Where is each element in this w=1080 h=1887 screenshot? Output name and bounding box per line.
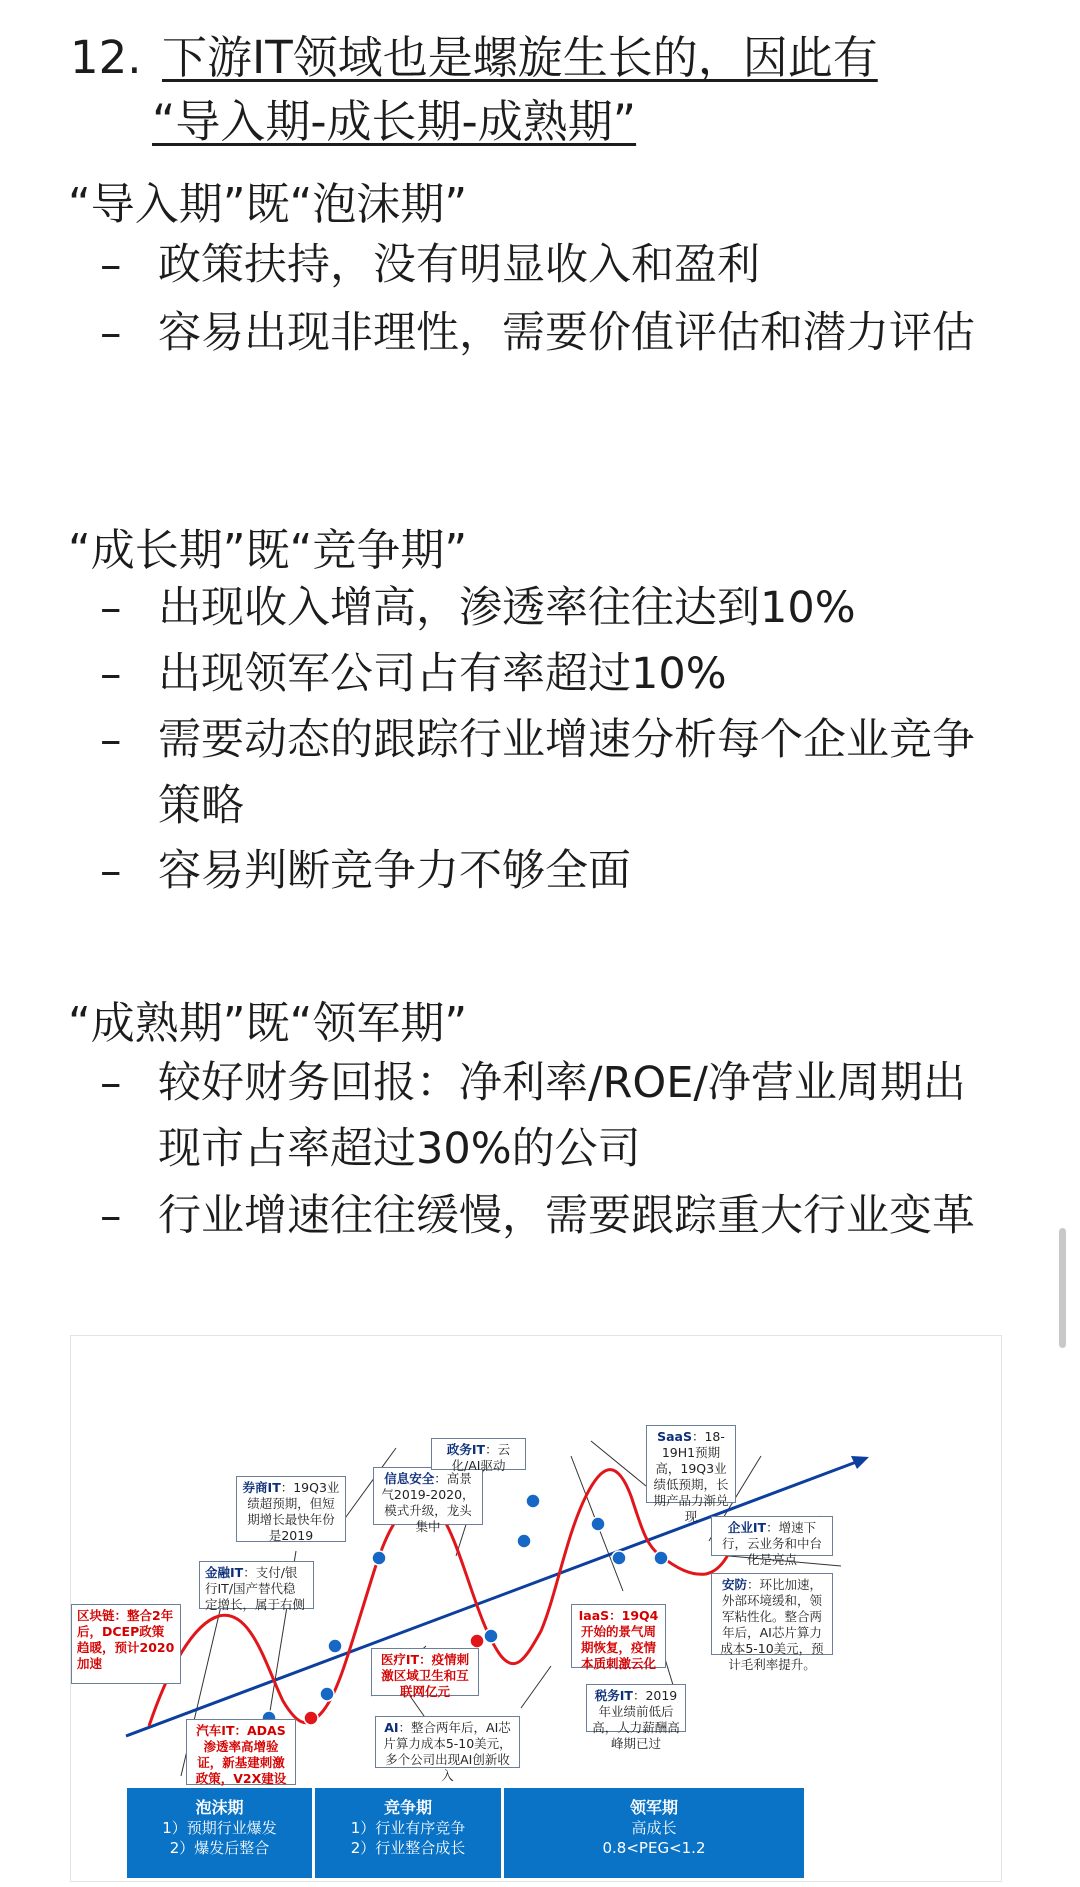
- list-item-text: 需要动态的跟踪行业增速分析每个企业竞争策略: [158, 715, 975, 831]
- phase-line: 0.8<PEG<1.2: [602, 1839, 706, 1857]
- callout-title: 券商IT: [242, 1480, 281, 1495]
- phase-leader: [504, 1788, 804, 1878]
- callout-title: 政务IT: [446, 1442, 486, 1457]
- it-cycle-diagram: [70, 1335, 1002, 1882]
- list-item-text: 出现收入增高，渗透率往往达到10%: [158, 583, 856, 633]
- phase-bubble: [127, 1788, 312, 1878]
- bullet-dash: –: [100, 1191, 122, 1241]
- callout-auto-it: 汽车IT：ADAS渗透率高增验证，新基建刺激政策，V2X建设: [186, 1719, 296, 1785]
- list-item-text: 容易判断竞争力不够全面: [158, 846, 631, 896]
- callout-gov-it: [431, 1438, 526, 1473]
- callout-body: ：整合两年后，AI芯片算力成本5-10美元，多个公司出现AI创新收入: [383, 1720, 512, 1783]
- data-point: [517, 1534, 531, 1548]
- data-point: [372, 1551, 386, 1565]
- phase-line: 2）爆发后整合: [169, 1839, 270, 1857]
- callout-body: ：高景气2019-2020，模式升级，龙头集中: [381, 1471, 475, 1534]
- phase-line: 高成长: [631, 1819, 677, 1837]
- callout-title: SaaS: [657, 1429, 692, 1444]
- callout-ai: [375, 1716, 520, 1783]
- callout-body: ：2019年业绩前低后高，人力薪酬高峰期已过: [592, 1688, 680, 1751]
- phase-title: 竞争期: [383, 1798, 432, 1817]
- callout-body: ：18-19H1预期高，19Q3业绩低预期，长期产品力渐兑现: [653, 1429, 729, 1524]
- list-item-text: 政策扶持，没有明显收入和盈利: [158, 240, 760, 290]
- phase-title: 泡沫期: [195, 1798, 244, 1817]
- callout-saas: [646, 1425, 736, 1524]
- section-title-intro: “导入期”既“泡沫期”: [68, 179, 468, 230]
- data-point: [470, 1634, 484, 1648]
- data-point: [526, 1494, 540, 1508]
- phase-line: 1）行业有序竞争: [350, 1819, 466, 1837]
- phase-line: 2）行业整合成长: [350, 1839, 466, 1857]
- data-point: [484, 1629, 498, 1643]
- data-point: [612, 1551, 626, 1565]
- callout-iaas: IaaS：19Q4开始的景气周期恢复，疫情本质刺激云化: [571, 1604, 666, 1668]
- heading-number: 12.: [70, 31, 142, 84]
- section-title-growth: “成长期”既“竞争期”: [68, 525, 468, 576]
- callout-body: ：增速下行，云业务和中台化是亮点: [721, 1520, 822, 1567]
- callout-infosec: [373, 1467, 483, 1534]
- bullet-dash: –: [100, 308, 122, 358]
- callout-broker-it: [236, 1476, 346, 1542]
- bullet-dash: –: [100, 649, 122, 699]
- phase-competition: [315, 1788, 501, 1878]
- list-item-text: 较好财务回报：净利率/ROE/净营业周期出现市占率超过30%的公司: [158, 1058, 966, 1174]
- bullet-dash: –: [100, 583, 122, 633]
- bullet-dash: –: [100, 846, 122, 896]
- data-point: [304, 1711, 318, 1725]
- callout-body: ：环比加速，外部环境缓和，领军粘性化。整合两年后，AI芯片算力成本5-10美元，预计毛利率提升。: [720, 1577, 824, 1672]
- list-item-text: 出现领军公司占有率超过10%: [158, 649, 727, 699]
- list-item-text: 行业增速往往缓慢，需要跟踪重大行业变革: [158, 1191, 975, 1241]
- callout-title: 信息安全: [384, 1471, 435, 1486]
- callout-medical-it: 医疗IT：疫情刺激区域卫生和互联网亿元: [371, 1648, 479, 1696]
- phase-title: 领军期: [629, 1798, 678, 1817]
- callout-title: AI: [384, 1720, 399, 1735]
- callout-security: [711, 1573, 833, 1672]
- connector-line: [521, 1666, 551, 1708]
- data-point: [654, 1551, 668, 1565]
- data-point: [320, 1687, 334, 1701]
- callout-title: 税务IT: [594, 1688, 633, 1703]
- connector-line: [591, 1441, 646, 1486]
- callout-body: ：19Q3业绩超预期，但短期增长最快年份是2019: [247, 1480, 340, 1543]
- heading-line-1: 下游IT领域也是螺旋生长的，因此有: [162, 31, 878, 84]
- callout-body: ：云化/AI驱动: [451, 1442, 511, 1473]
- bullet-dash: –: [100, 1058, 122, 1108]
- list-item-text: 容易出现非理性，需要价值评估和潜力评估: [158, 308, 975, 358]
- callout-enterprise-it: [711, 1516, 833, 1567]
- bullet-dash: –: [100, 715, 122, 765]
- data-point: [328, 1639, 342, 1653]
- callout-title: 安防: [721, 1577, 747, 1592]
- callout-body: ：支付/银行IT/国产替代稳定增长，属于右侧: [205, 1565, 306, 1612]
- callout-title: 金融IT: [205, 1565, 244, 1580]
- data-point: [591, 1517, 605, 1531]
- callout-blockchain: 区块链：整合2年后，DCEP政策趋暖，预计2020加速: [71, 1604, 181, 1684]
- phase-line: 1）预期行业爆发: [162, 1819, 277, 1837]
- section-title-mature: “成熟期”既“领军期”: [68, 998, 468, 1049]
- scrollbar[interactable]: [1059, 1228, 1066, 1348]
- bullet-dash: –: [100, 240, 122, 290]
- callout-title: 企业IT: [727, 1520, 767, 1535]
- callout-finance-it: [199, 1561, 314, 1612]
- callout-tax-it: [586, 1684, 686, 1751]
- heading-line-2: “导入期-成长期-成熟期”: [152, 95, 637, 148]
